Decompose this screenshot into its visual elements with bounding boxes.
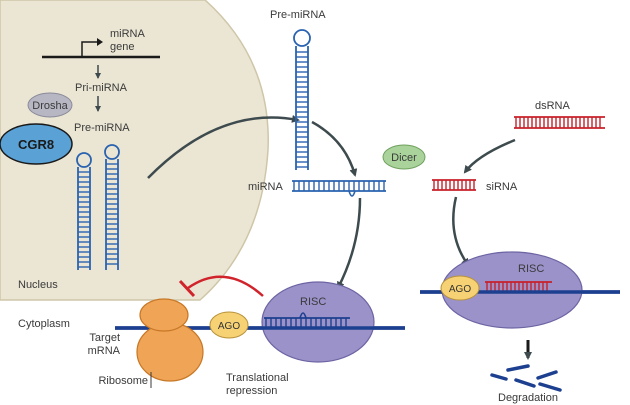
cytoplasm-label: Cytoplasm	[18, 318, 70, 330]
pre-mirna-top-label: Pre-miRNA	[270, 9, 326, 21]
degradation-fragments-icon	[492, 366, 560, 390]
pre-mirna-nucleus-label: Pre-miRNA	[74, 122, 130, 134]
cgr8-label: CGR8	[17, 137, 55, 152]
sirna-duplex-icon	[432, 180, 476, 190]
ago-left-label: AGO	[217, 321, 241, 332]
mirna-duplex-icon	[292, 181, 386, 196]
target-mrna-label-line1: Target	[89, 332, 120, 344]
target-mrna-label-line2: mRNA	[87, 345, 120, 357]
translational-label-line1: Translational	[226, 372, 289, 384]
risc-right-label: RISC	[518, 263, 545, 275]
mirna-label: miRNA	[248, 181, 283, 193]
dsrna-icon	[514, 117, 605, 128]
dsrna-to-sirna-arrow	[465, 140, 515, 172]
risc-left-label: RISC	[300, 296, 327, 308]
dsrna-label: dsRNA	[535, 100, 570, 112]
sirna-label: siRNA	[486, 181, 518, 193]
mirna-gene-label-line2: gene	[110, 41, 135, 53]
arrow-to-risc-left	[338, 198, 360, 288]
drosha-label: Drosha	[32, 100, 68, 112]
arrow-to-risc-right	[453, 197, 468, 265]
nucleus-label: Nucleus	[18, 279, 58, 291]
translational-label-line2: repression	[226, 385, 278, 397]
degradation-label: Degradation	[498, 392, 558, 404]
mirna-gene-label-line1: miRNA	[110, 28, 145, 40]
ribosome-label: Ribosome	[98, 375, 148, 387]
ago-right-label: AGO	[448, 284, 472, 295]
risc-complex-left	[262, 282, 374, 362]
dicer-label: Dicer	[391, 152, 417, 164]
hairpin-icon	[294, 30, 310, 170]
dicer-processing-arrow	[312, 122, 355, 175]
pri-mirna-label: Pri-miRNA	[75, 82, 127, 94]
ribosome-icon	[137, 299, 203, 381]
